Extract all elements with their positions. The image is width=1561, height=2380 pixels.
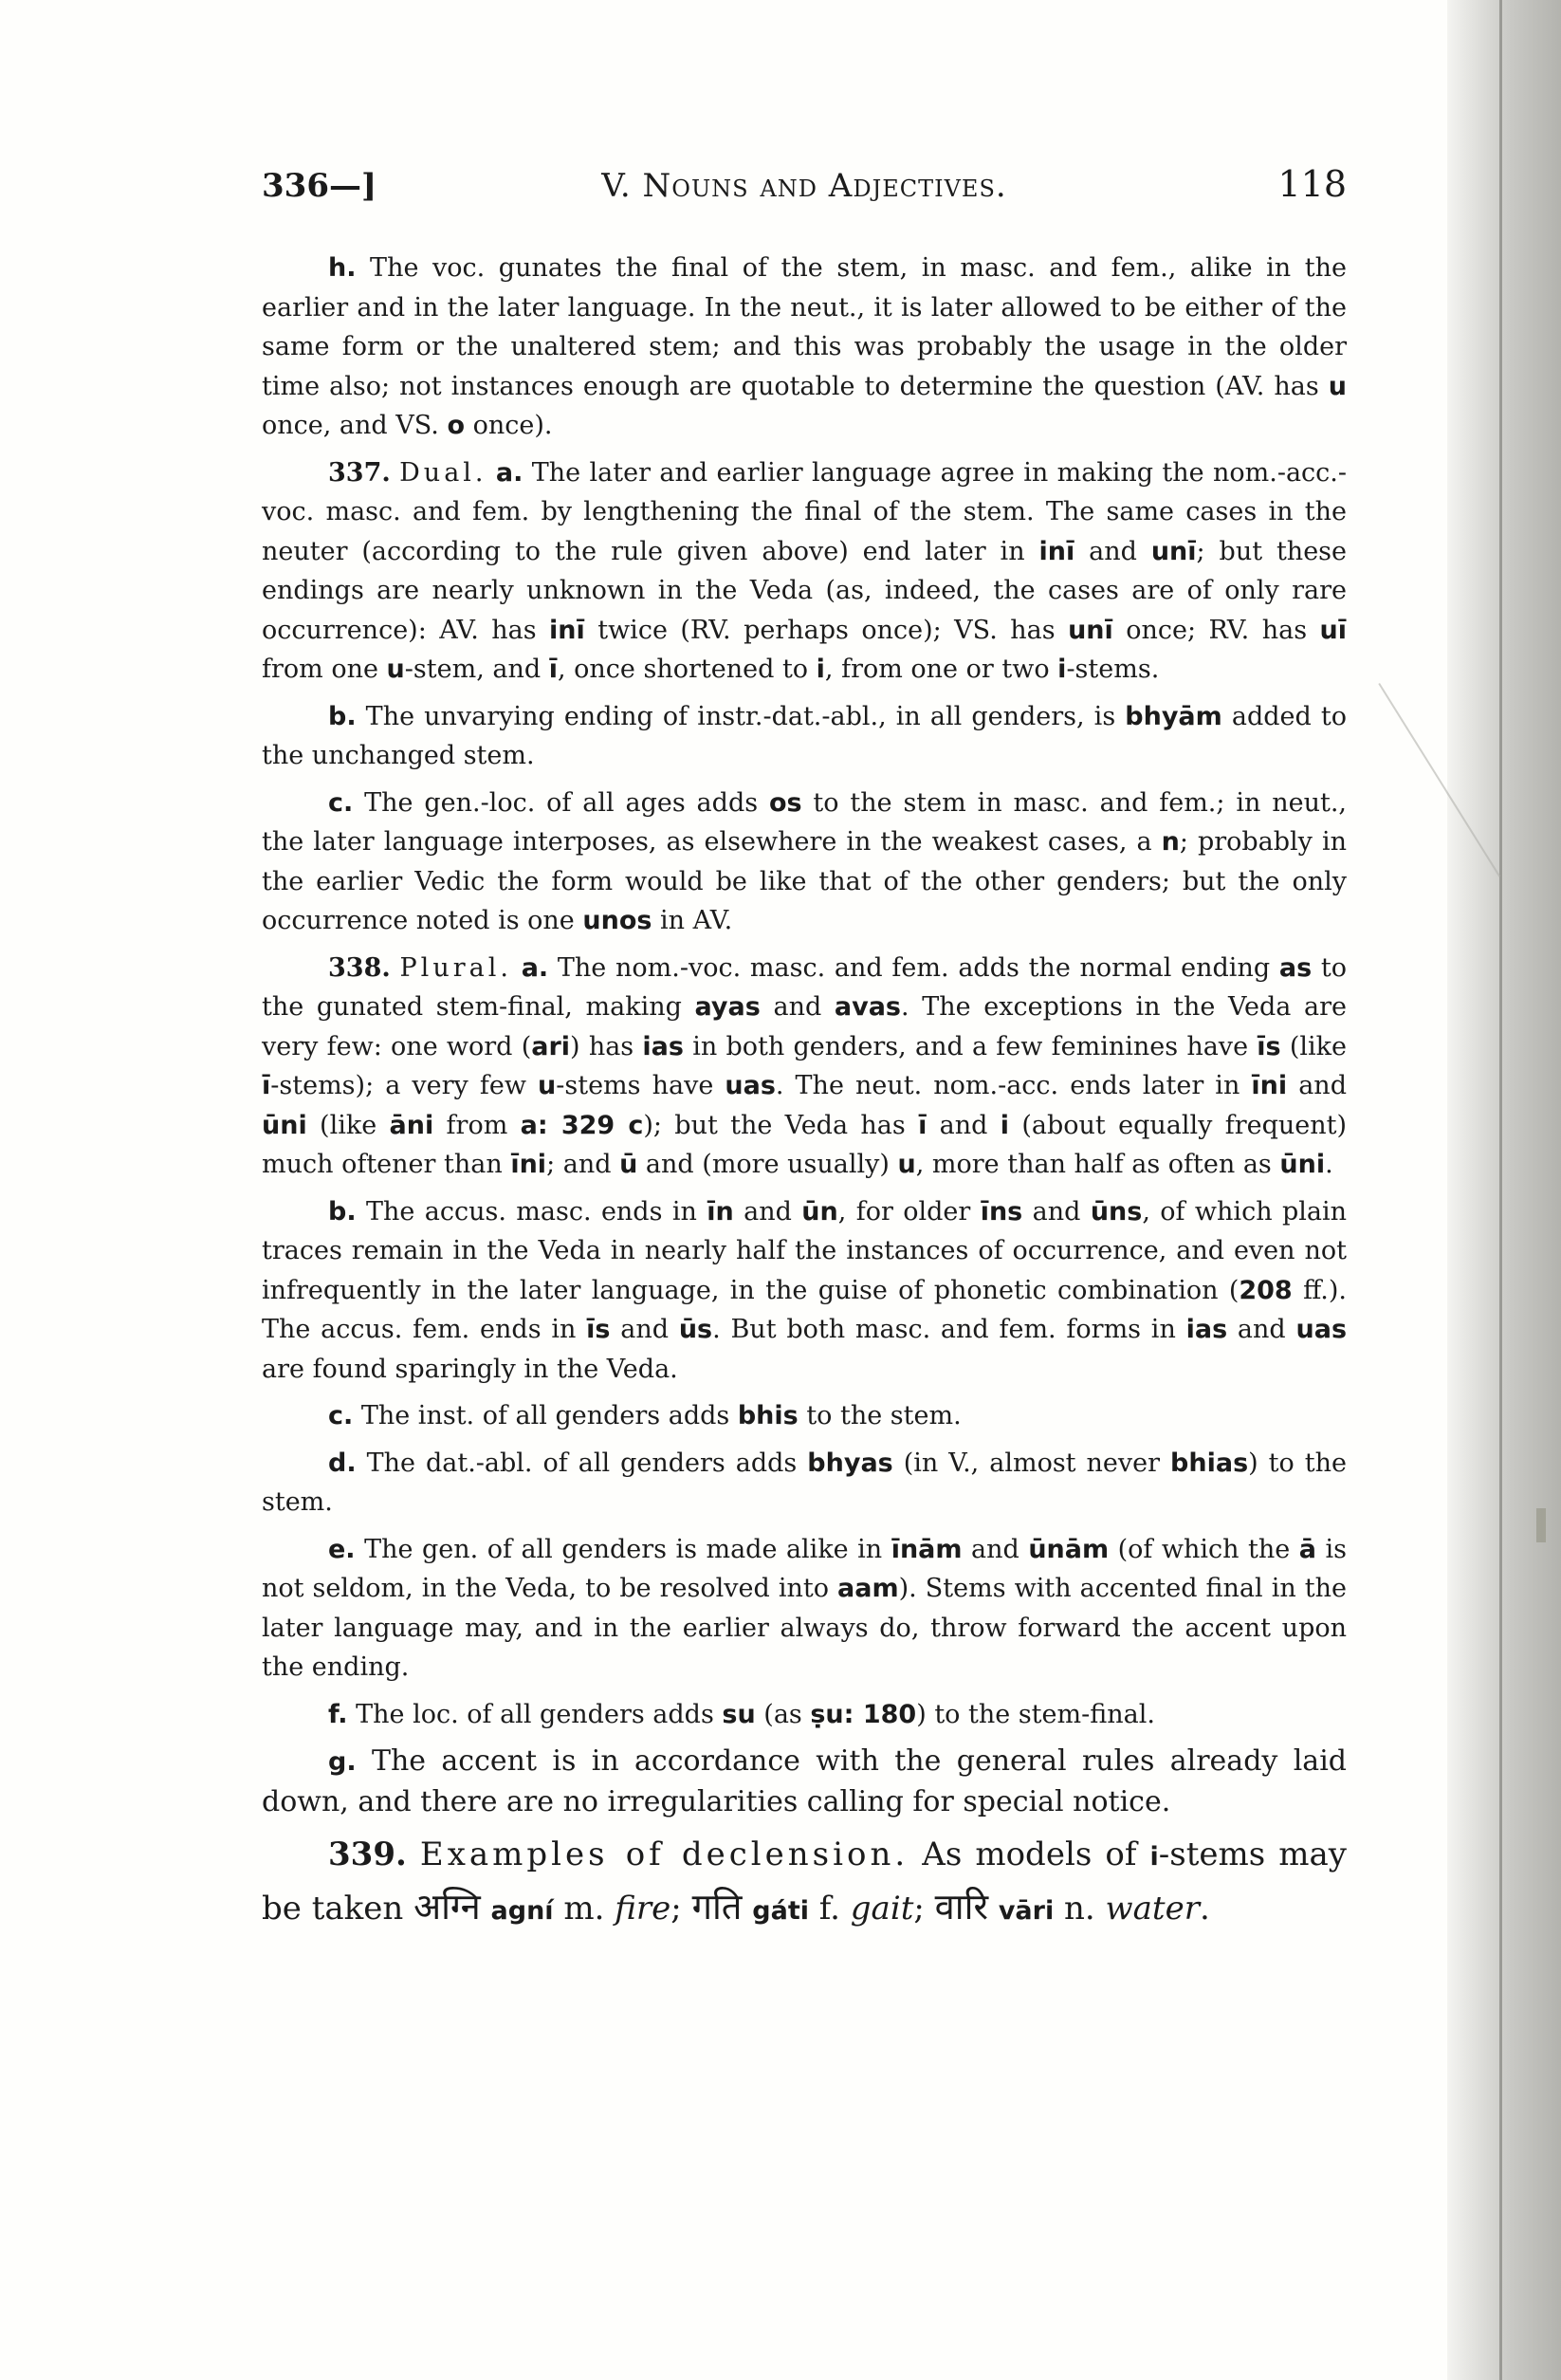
text: in both genders, and a few feminines have [683, 1031, 1258, 1061]
text: . The exceptions in the Veda are very few: one word ( [262, 992, 1348, 1061]
label: c. [328, 1401, 354, 1430]
text: . The neut. nom.-acc. ends later in [775, 1071, 1252, 1100]
text: The inst. of all genders adds [353, 1401, 738, 1430]
term: agní [490, 1896, 554, 1926]
text: ) has [570, 1031, 643, 1061]
label: e. [328, 1534, 356, 1564]
text: to the stem. [798, 1401, 962, 1430]
text: , from one or two [824, 655, 1058, 684]
text: in AV. [652, 906, 733, 935]
text: are found sparingly in the Veda. [262, 1354, 678, 1384]
text: from [433, 1110, 521, 1140]
label: d. [328, 1448, 357, 1478]
term: ūnām [1028, 1534, 1110, 1564]
term: ari [531, 1031, 571, 1061]
text: The loc. of all genders adds [347, 1699, 723, 1729]
devanagari-word: अग्नि [413, 1886, 481, 1928]
label: a. [495, 457, 523, 488]
paragraph-338a [262, 949, 1347, 1185]
term: avas [834, 992, 902, 1022]
term: ūni [262, 1110, 307, 1140]
term: uas [725, 1071, 776, 1100]
section-reference: 336—] [262, 167, 377, 205]
text: and [760, 992, 835, 1022]
term: īn [707, 1196, 734, 1227]
term: bhis [737, 1401, 799, 1430]
text: and [1022, 1196, 1091, 1227]
text: and [1287, 1071, 1347, 1100]
text: The unvarying ending of instr.-dat.-abl., in all genders, is [356, 701, 1126, 731]
text: (like [1280, 1031, 1347, 1061]
paragraph-338g [262, 1742, 1347, 1822]
text: to the gunated stem-final, making [262, 952, 1347, 1022]
text: The gen.-loc. of all ages adds [353, 787, 769, 818]
label: h. [328, 253, 357, 283]
term: inī [1038, 536, 1075, 566]
ink-smear [1536, 1508, 1546, 1542]
term: u [897, 1150, 916, 1179]
text: (as [755, 1699, 811, 1729]
paragraph-338e [262, 1530, 1347, 1688]
term: ī [262, 1071, 271, 1100]
term: unī [1150, 536, 1197, 566]
label: c. [328, 787, 354, 818]
text: added to the unchanged stem. [262, 701, 1347, 770]
running-header [262, 159, 1347, 212]
term: ayas [694, 992, 761, 1022]
term: ūni [1279, 1150, 1326, 1179]
paragraph-338c [262, 1396, 1347, 1436]
text: twice (RV. perhaps once); VS. has [584, 615, 1069, 645]
text: , for older [837, 1196, 981, 1227]
text: -stem, and [404, 655, 549, 684]
label: a. [521, 952, 549, 983]
term: u [538, 1071, 557, 1100]
term: uas [1295, 1315, 1348, 1344]
devanagari-word: वारि [934, 1886, 988, 1928]
term: i [816, 655, 825, 684]
text: once). [465, 411, 553, 440]
text: The gen. of all genders is made alike in [355, 1534, 891, 1564]
term: īns [980, 1196, 1023, 1227]
text: (of which the [1109, 1534, 1299, 1564]
term: īs [586, 1315, 611, 1344]
section-number: 339. [328, 1836, 407, 1873]
body-text [262, 249, 1347, 1944]
gloss: fire [615, 1890, 671, 1928]
term: īnām [891, 1534, 963, 1564]
term: u [386, 655, 405, 684]
term: su [722, 1699, 756, 1729]
term: unos [582, 906, 652, 935]
paragraph-337c [262, 784, 1347, 941]
paragraph-338f [262, 1695, 1347, 1735]
term: ias [642, 1031, 684, 1061]
term: inī [549, 615, 585, 645]
term: os [768, 787, 802, 818]
text: ) to the stem-final. [916, 1699, 1155, 1729]
page-number: 118 [1277, 163, 1347, 205]
binding-line [1499, 0, 1502, 2380]
text: once; RV. has [1112, 615, 1320, 645]
term: ias [1185, 1315, 1228, 1344]
text: -stems may be taken [262, 1836, 1347, 1928]
term: bhias [1170, 1448, 1249, 1478]
label: b. [328, 701, 357, 731]
term: gáti [752, 1896, 809, 1926]
text: , more than half as often as [915, 1150, 1280, 1179]
text: The nom.-voc. masc. and fem. adds the normal ending [548, 952, 1279, 983]
term: as [1278, 952, 1313, 983]
term: ūs [678, 1315, 713, 1344]
text: once, and VS. [262, 411, 448, 440]
term: o [447, 411, 466, 440]
text: and [927, 1110, 1001, 1140]
term: unī [1068, 615, 1113, 645]
text: (like [306, 1110, 390, 1140]
paragraph-336h [262, 249, 1347, 446]
term: bhyām [1125, 701, 1222, 731]
text: ; probably in the earlier Vedic the form would be like that of the other genders; but the only occurrence noted is one [262, 827, 1347, 935]
term: i [1057, 655, 1067, 684]
term: ā [1298, 1534, 1316, 1564]
text: -stems); a very few [270, 1071, 539, 1100]
text: , of which plain traces remain in the Veda in nearly half the instances of occurrence, and even not infrequently in the later language, in the guise of phonetic combination ( [262, 1196, 1348, 1305]
term: ūn [801, 1196, 838, 1227]
cross-reference: : 180 [843, 1699, 917, 1729]
cross-reference: 208 [1239, 1275, 1293, 1305]
text: -stems. [1066, 655, 1160, 684]
term: īni [510, 1150, 547, 1179]
text: -stems have [556, 1071, 725, 1100]
term: ī [548, 655, 558, 684]
term: āni [389, 1110, 434, 1140]
text: ; and [546, 1150, 620, 1179]
term: bhyas [807, 1448, 893, 1478]
text: The accus. masc. ends in [356, 1196, 707, 1227]
text: and [1074, 536, 1151, 566]
text: is not seldom, in the Veda, to be resolved into [262, 1534, 1347, 1603]
term: i [1149, 1842, 1159, 1872]
text: ; [670, 1890, 692, 1928]
term: ūns [1090, 1196, 1143, 1227]
paragraph-339 [262, 1830, 1347, 1936]
section-number: 338. [328, 952, 391, 983]
paragraph-337b [262, 697, 1347, 776]
text: to the stem in masc. and fem.; in neut., the later language interposes, as elsewhere in the weakest cases, a [262, 787, 1347, 857]
text: and [1227, 1315, 1296, 1344]
paragraph-338b [262, 1192, 1347, 1390]
term: vāri [998, 1896, 1055, 1926]
devanagari-word: गति [691, 1886, 743, 1928]
text: ; [913, 1890, 935, 1928]
text: n. [1054, 1890, 1106, 1928]
paragraph-338d [262, 1444, 1347, 1522]
term: i [1000, 1110, 1010, 1140]
label: f. [328, 1699, 348, 1729]
page-edge-shadow [1447, 0, 1561, 2380]
text: m. [553, 1890, 615, 1928]
gloss: gait [850, 1890, 914, 1928]
section-number: 337. [328, 457, 391, 488]
section-heading: Examples of declension. [419, 1836, 909, 1873]
term: u [1328, 371, 1347, 401]
text: The later and earlier language agree in making the nom.-acc.-voc. masc. and fem. by lengthening the final of the stem. The same cases in the neuter (according to the rule given above) end later in [262, 457, 1347, 566]
text: and [733, 1196, 802, 1227]
term: a [520, 1110, 538, 1140]
term: īs [1257, 1031, 1281, 1061]
gloss: water [1105, 1890, 1200, 1928]
text: As models of [909, 1836, 1150, 1873]
text: ) to the stem. [262, 1448, 1348, 1517]
text: and (more usually) [637, 1150, 898, 1179]
text: and [962, 1534, 1029, 1564]
label: g. [328, 1747, 357, 1777]
text: . [1199, 1890, 1210, 1928]
text: from one [262, 655, 387, 684]
text: ff.). The accus. fem. ends in [262, 1275, 1347, 1344]
text: The voc. gunates the final of the stem, in masc. and fem., alike in the earlier and in the later language. In the neut., it is later allowed to be either of the same form or the unaltered stem; and this was probably the usage in the older time also; not instances enough are quotable to determine the question (AV. has [262, 253, 1347, 401]
text: ; but these endings are nearly unknown in the Veda (as, indeed, the cases are of only rare occurrence): AV. has [262, 536, 1348, 645]
text: , once shortened to [557, 655, 817, 684]
cross-reference: : 329 c [537, 1110, 644, 1140]
text: f. [809, 1890, 851, 1928]
text: The accent is in accordance with the general rules already laid down, and there are no irregularities calling for special notice. [262, 1744, 1347, 1818]
text: . But both masc. and fem. forms in [712, 1315, 1186, 1344]
term: ṣu [810, 1699, 844, 1729]
text: (in V., almost never [892, 1448, 1171, 1478]
text: The dat.-abl. of all genders adds [356, 1448, 808, 1478]
section-heading: Dual. [399, 457, 487, 488]
label: b. [328, 1196, 357, 1227]
section-heading: Plural. [399, 952, 512, 983]
text: ). Stems with accented final in the later language may, and in the earlier always do, throw forward the accent upon the ending. [262, 1574, 1348, 1682]
text: ); but the Veda has [643, 1110, 919, 1140]
text: (about equally frequent) much oftener than [262, 1110, 1347, 1179]
term: ū [619, 1150, 638, 1179]
term: n [1161, 827, 1180, 857]
paragraph-337a [262, 453, 1347, 690]
text: and [610, 1315, 679, 1344]
chapter-title: V. Nouns and Adjectives. [601, 167, 1007, 205]
term: aam [837, 1574, 899, 1603]
term: ī [918, 1110, 927, 1140]
text: . [1325, 1150, 1333, 1179]
term: īni [1251, 1071, 1288, 1100]
term: uī [1319, 615, 1347, 645]
